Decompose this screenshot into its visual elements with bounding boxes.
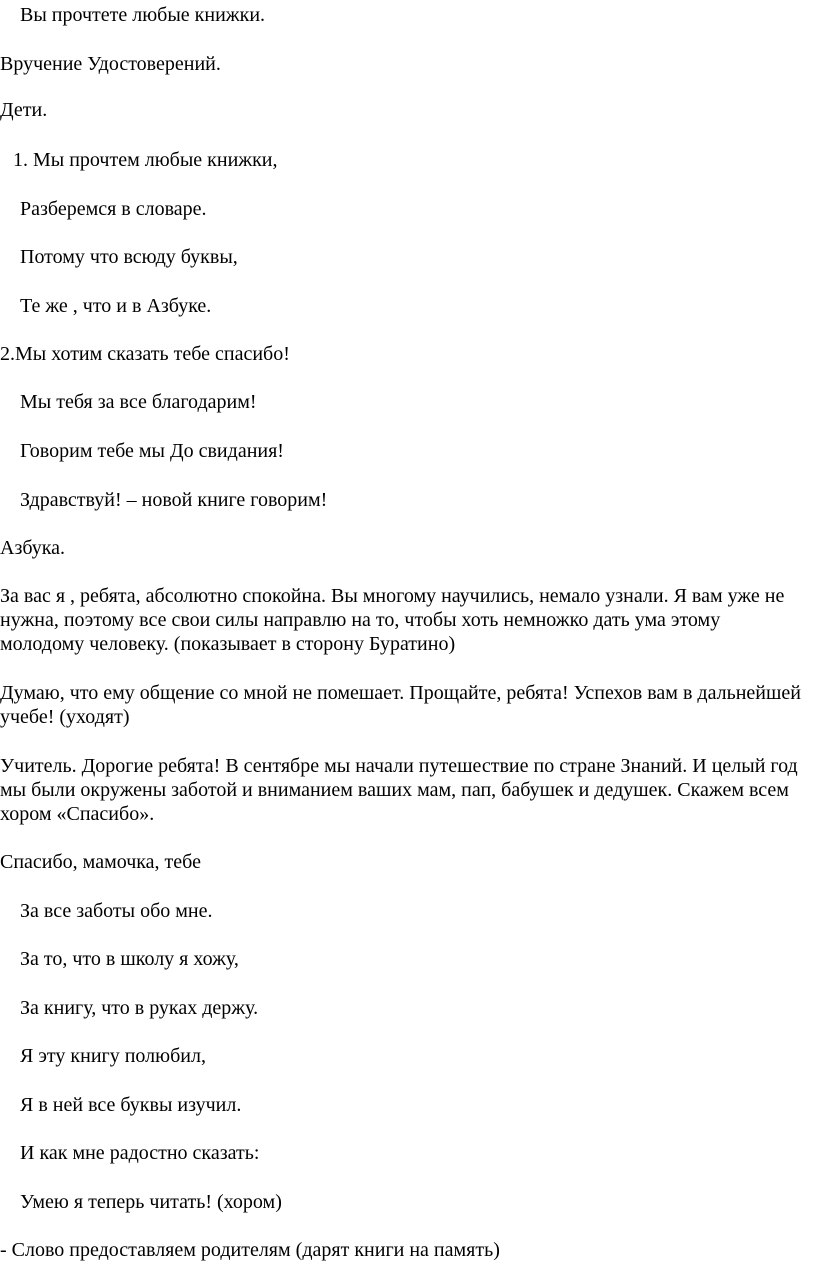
closing-line: - Слово предоставляем родителям (дарят книги на память) [0, 1239, 500, 1261]
verse-line: 2.Мы хотим сказать тебе спасибо! [0, 343, 290, 365]
section-heading: Вручение Удостоверений. [0, 53, 221, 75]
speaker-label: Азбука. [0, 537, 66, 559]
prose-paragraph: Учитель. Дорогие ребята! В сентябре мы начали путешествие по стране Знаний. И целый год мы были окружены заботой и вниманием ваших мам, пап, бабушек и дедушек. Скажем всем хором «Спасибо». [0, 755, 798, 825]
verse-line: Умею я теперь читать! (хором) [20, 1191, 282, 1213]
verse-line: Мы тебя за все благодарим! [20, 391, 257, 413]
verse-line: Спасибо, мамочка, тебе [0, 851, 201, 873]
verse-line: И как мне радостно сказать: [20, 1142, 260, 1164]
speaker-label: Дети. [0, 99, 48, 121]
verse-line: Я в ней все буквы изучил. [20, 1094, 242, 1116]
prose-paragraph: Думаю, что ему общение со мной не помешает. Прощайте, ребята! Успехов вам в дальнейшей учебе! (уходят) [0, 682, 801, 728]
verse-line: Те же , что и в Азбуке. [20, 295, 212, 317]
verse-line: Потому что всюду буквы, [20, 246, 238, 268]
verse-line: Разберемся в словаре. [20, 198, 207, 220]
prose-paragraph: За вас я , ребята, абсолютно спокойна. Вы многому научились, немало узнали. Я вам уже не нужна, поэтому все свои силы направлю на то, чтобы хоть немножко дать ума этому молодому человеку. (показывает в сторону Буратино) [0, 585, 785, 655]
verse-line: Я эту книгу полюбил, [20, 1045, 206, 1067]
verse-line: За книгу, что в руках держу. [20, 997, 259, 1019]
verse-line: За то, что в школу я хожу, [20, 948, 239, 970]
verse-line: Здравствуй! – новой книге говорим! [20, 489, 328, 511]
verse-line: Вы прочтете любые книжки. [20, 4, 266, 26]
verse-line: За все заботы обо мне. [20, 900, 213, 922]
verse-line: Говорим тебе мы До свидания! [20, 440, 284, 462]
verse-line: 1. Мы прочтем любые книжки, [13, 149, 278, 171]
